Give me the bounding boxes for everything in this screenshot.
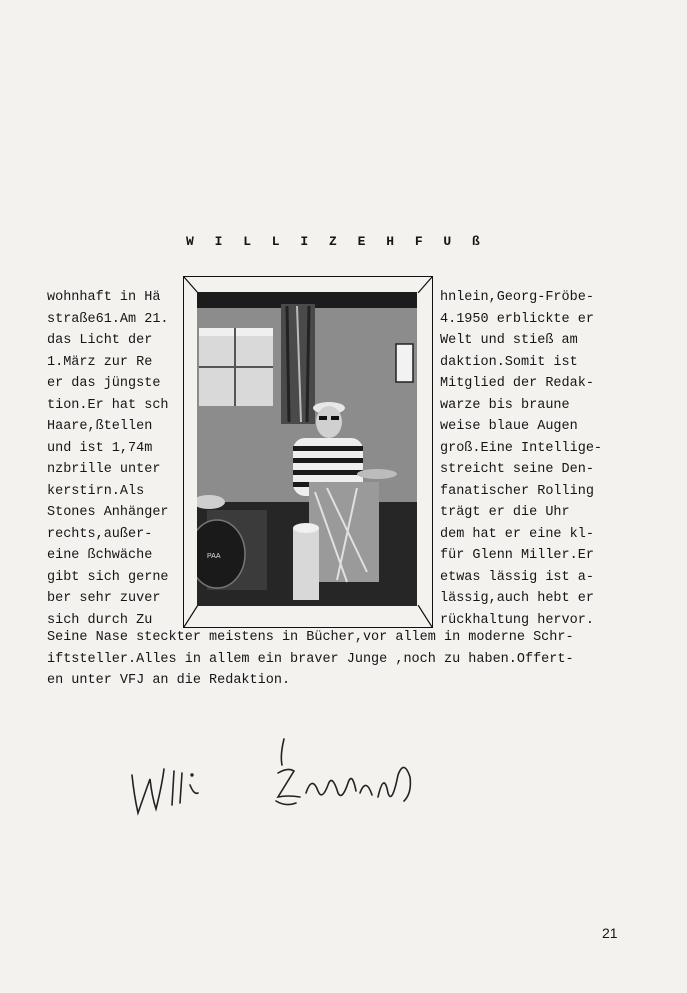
right-column-line: weise blaue Augen <box>440 419 578 434</box>
left-column-line: Haare,ßtellen <box>47 419 153 434</box>
left-column-line: eine ßchwäche <box>47 548 153 563</box>
right-column-line: rückhaltung hervor. <box>440 612 594 628</box>
right-column-line: trägt er die Uhr <box>440 505 570 520</box>
left-column-line: wohnhaft in Hä <box>47 290 161 305</box>
right-column-line: Mitglied der Redak- <box>440 376 594 391</box>
right-column-line: groß.Eine Intellige- <box>440 440 603 456</box>
full-width-text <box>47 627 574 692</box>
portrait-photo <box>197 292 417 606</box>
left-column-line: das Licht der <box>47 333 153 348</box>
drum-label: PAA <box>207 553 221 560</box>
full-width-line: iftsteller.Alles in allem ein braver Junge ,noch zu haben.Offert- <box>47 651 574 667</box>
left-column-line: und ist 1,74m <box>47 440 153 456</box>
left-column-line: nzbrille unter <box>47 462 161 477</box>
right-column-line: daktion.Somit ist <box>440 354 578 370</box>
right-column-line: warze bis braune <box>440 397 570 413</box>
right-column-line: lässig,auch hebt er <box>440 591 594 606</box>
right-column-line: 4.1950 erblickte er <box>440 311 594 327</box>
drummer-photo-image <box>197 292 417 606</box>
right-column-line: etwas lässig ist a- <box>440 569 594 585</box>
right-column-line: Welt und stieß am <box>440 333 578 348</box>
right-column-line: für Glenn Miller.Er <box>440 548 594 563</box>
article-title: W I L L I Z E H F U ß <box>186 234 487 249</box>
left-column-line: ber sehr zuver <box>47 591 161 606</box>
right-text-column <box>440 287 640 631</box>
left-column-line: er das jüngste <box>47 376 161 391</box>
right-column-line: streicht seine Den- <box>440 462 594 477</box>
page-number: 21 <box>602 925 618 941</box>
left-column-line: sich durch Zu <box>47 612 153 628</box>
left-text-column <box>47 287 179 631</box>
left-column-line: kerstirn.Als <box>47 483 145 499</box>
full-width-line: en unter VFJ an die Redaktion. <box>47 673 291 688</box>
left-column-line: 1.März zur Re <box>47 354 153 370</box>
left-column-line: Stones Anhänger <box>47 505 169 520</box>
left-column-line: gibt sich gerne <box>47 569 169 585</box>
handwritten-signature <box>128 735 438 825</box>
right-column-line: hnlein,Georg-Fröbe- <box>440 290 594 305</box>
left-column-line: tion.Er hat sch <box>47 397 169 413</box>
left-column-line: straße61.Am 21. <box>47 311 169 327</box>
right-column-line: fanatischer Rolling <box>440 483 594 499</box>
full-width-line: Seine Nase steckter meistens in Bücher,vor allem in moderne Schr- <box>47 630 574 645</box>
right-column-line: dem hat er eine kl- <box>440 526 594 542</box>
left-column-line: rechts,außer- <box>47 526 153 542</box>
